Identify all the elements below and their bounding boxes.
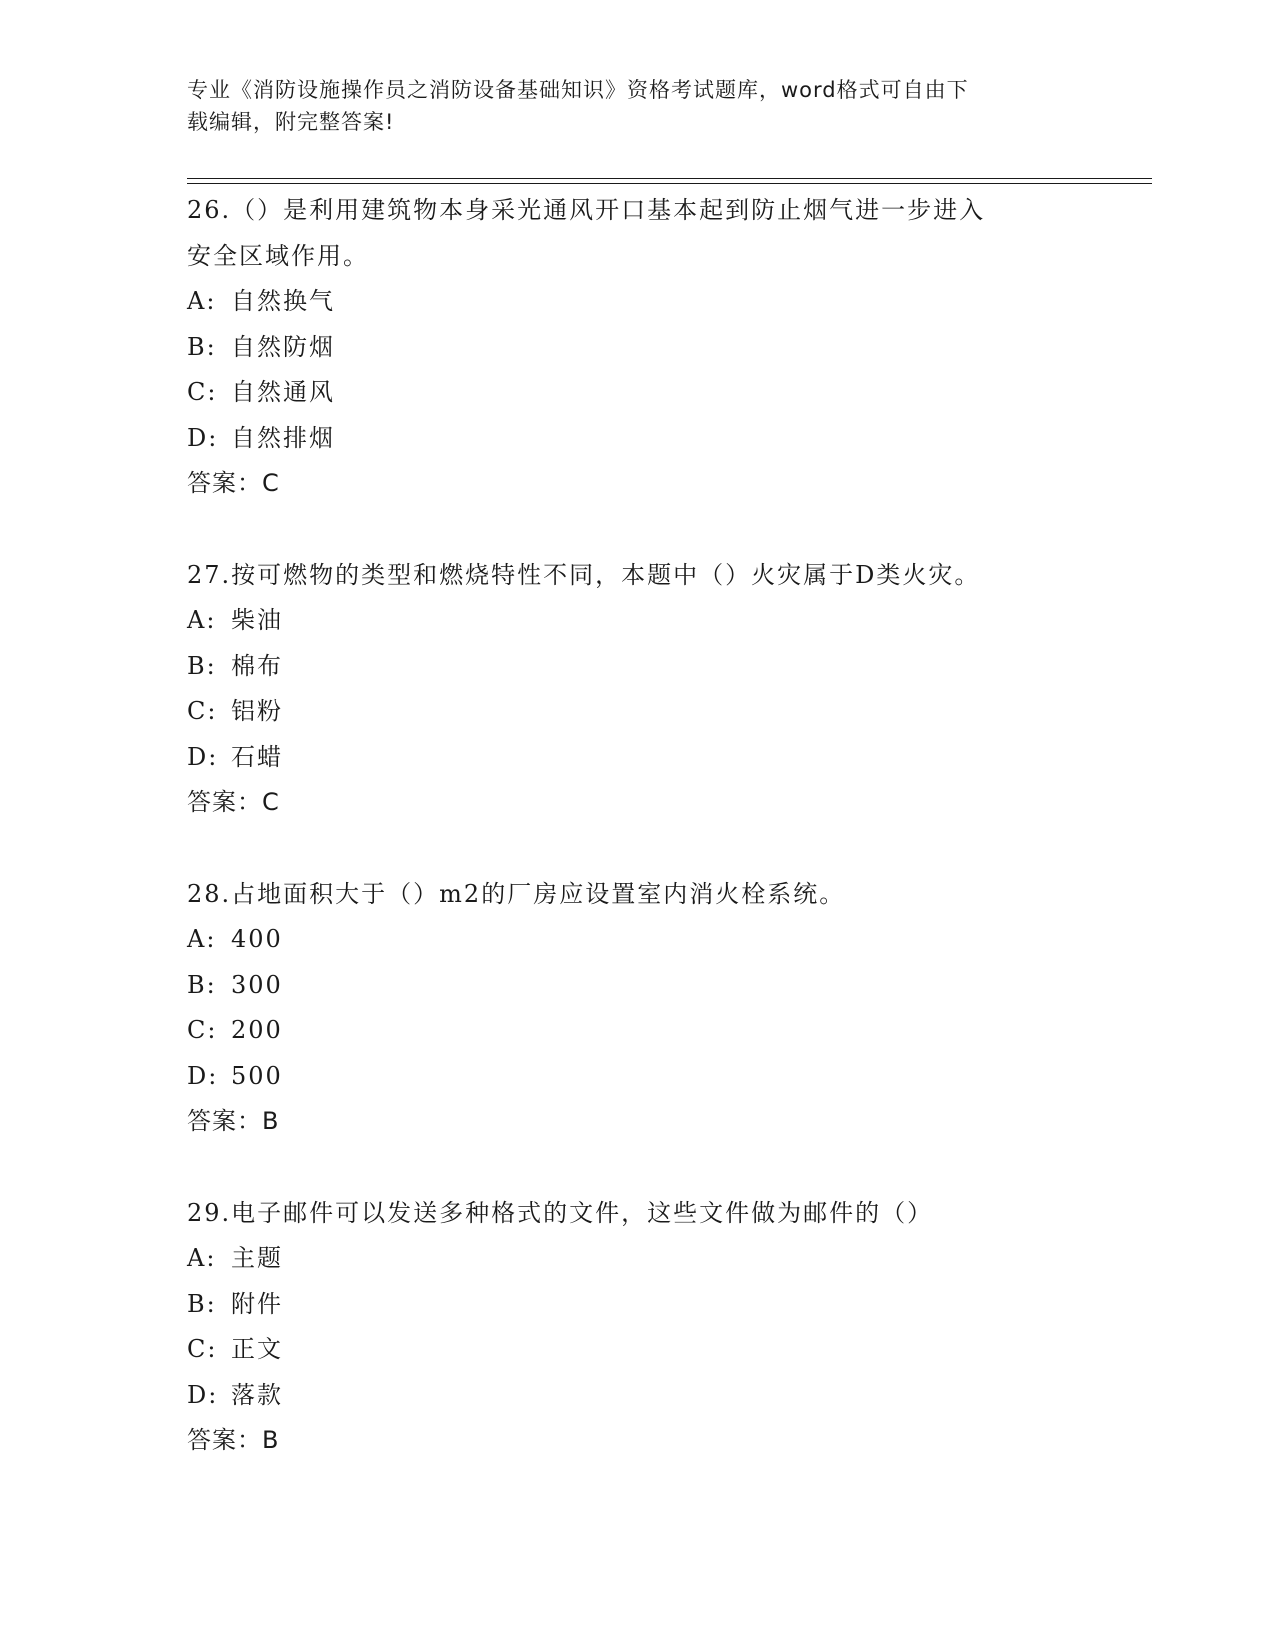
option-key: C: [187,378,218,406]
question-stem: 26.（）是利用建筑物本身采光通风开口基本起到防止烟气进一步进入 [187,196,986,224]
option-text: 石蜡 [231,742,283,771]
answer-line: 答案：B [187,1426,280,1454]
option-key: D: [187,1380,219,1409]
option-text: 300 [231,970,283,999]
option-key: A: [187,1244,217,1272]
answer-line: 答案：C [187,788,280,816]
option-key: C: [187,1335,218,1363]
option-key: B: [187,332,217,361]
option-key: C: [187,1016,218,1044]
option-text: 400 [231,925,283,953]
question-27 [187,553,1087,826]
header-divider-bottom [187,183,1152,184]
question-list [187,188,1087,1510]
answer-line: 答案：B [187,1107,280,1135]
option-text: 柴油 [231,606,283,634]
option-text: 自然排烟 [231,423,335,452]
option-text: 自然换气 [231,287,335,315]
option-a [187,1236,1087,1282]
option-key: B: [187,651,217,680]
option-d [187,1373,1087,1419]
document-header [187,74,1067,138]
option-key: D: [187,742,219,771]
option-b [187,325,1087,371]
question-stem: 28.占地面积大于（）m2的厂房应设置室内消火栓系统。 [187,879,846,908]
option-key: A: [187,606,217,634]
option-text: 落款 [231,1380,283,1409]
question-stem: 27.按可燃物的类型和燃烧特性不同，本题中（）火灾属于D类火灾。 [187,560,981,589]
option-d [187,735,1087,781]
option-key: A: [187,287,217,315]
option-text: 自然通风 [231,378,335,406]
question-28 [187,872,1087,1145]
option-text: 500 [231,1061,283,1090]
option-a [187,279,1087,325]
option-text: 200 [231,1016,283,1044]
question-26 [187,188,1087,507]
option-text: 棉布 [231,651,283,680]
option-text: 附件 [231,1289,283,1318]
option-text: 铝粉 [231,697,283,725]
option-text: 自然防烟 [231,332,335,361]
option-c [187,370,1087,416]
option-b [187,644,1087,690]
option-text: 主题 [231,1244,283,1272]
header-line-1: 专业《消防设施操作员之消防设备基础知识》资格考试题库，word格式可自由下 [187,78,969,102]
header-divider-top [187,178,1152,179]
option-b [187,1282,1087,1328]
option-key: A: [187,925,217,953]
option-key: B: [187,970,217,999]
option-key: C: [187,697,218,725]
option-b [187,963,1087,1009]
option-c [187,1008,1087,1054]
header-line-2: 载编辑，附完整答案! [187,110,395,134]
option-a [187,917,1087,963]
option-key: B: [187,1289,217,1318]
option-a [187,598,1087,644]
option-d [187,416,1087,462]
question-stem: 29.电子邮件可以发送多种格式的文件，这些文件做为邮件的（） [187,1198,934,1227]
option-text: 正文 [231,1335,283,1363]
option-c [187,1327,1087,1373]
option-key: D: [187,1061,219,1090]
answer-line: 答案：C [187,469,280,497]
question-29 [187,1191,1087,1464]
option-d [187,1054,1087,1100]
option-key: D: [187,423,219,452]
option-c [187,689,1087,735]
question-stem-continued: 安全区域作用。 [187,241,369,270]
